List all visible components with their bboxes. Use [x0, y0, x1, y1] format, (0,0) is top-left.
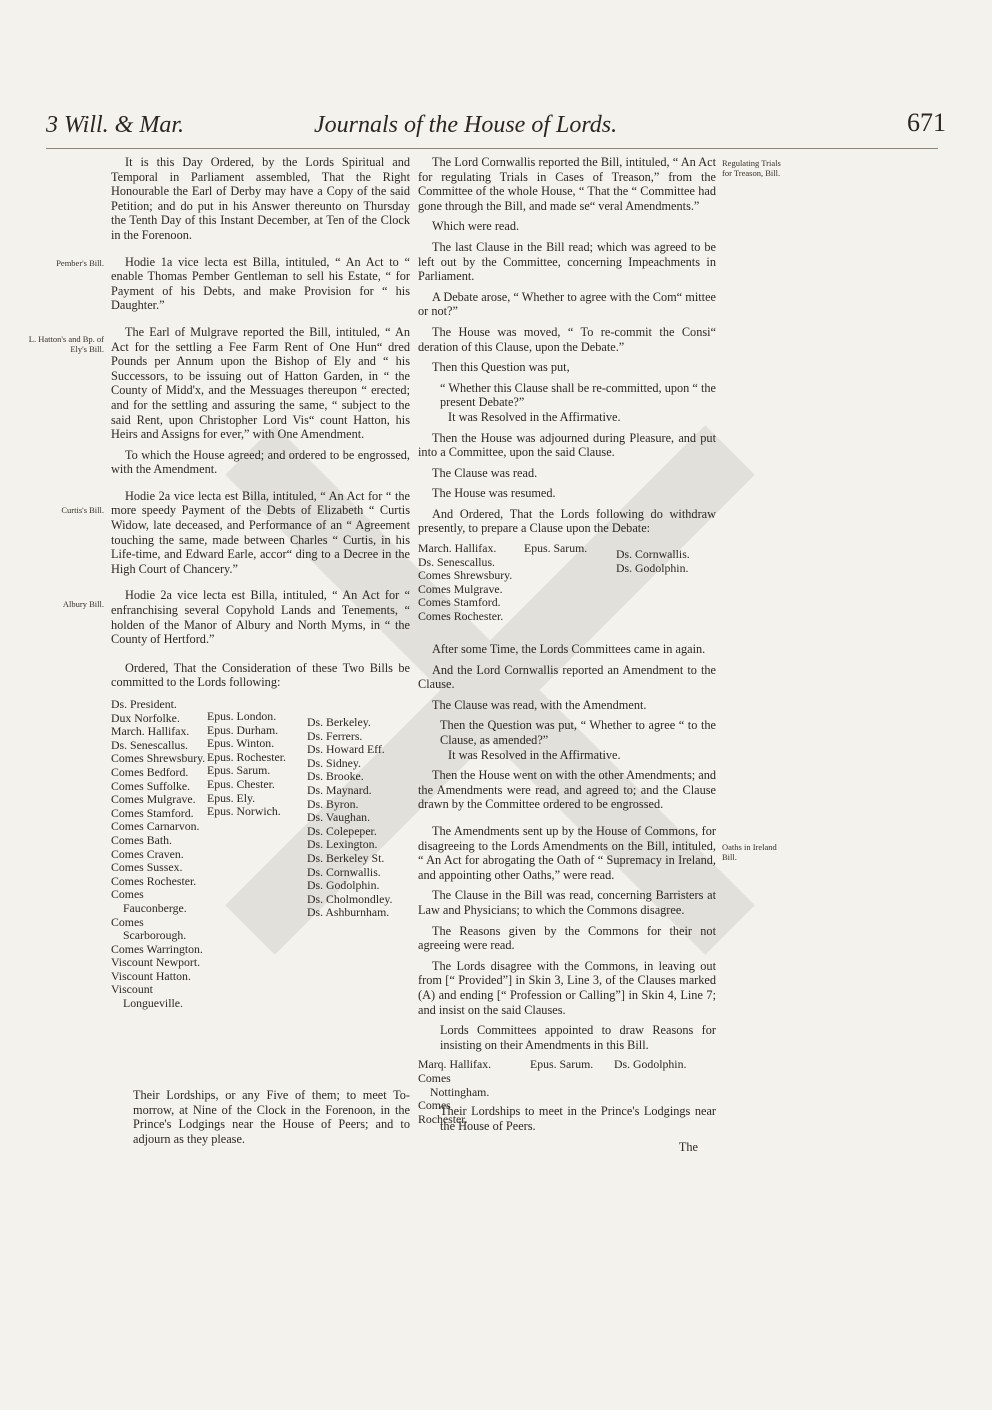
- page-header: [46, 108, 946, 148]
- lord-name: Epus. Norwich.: [207, 804, 281, 819]
- lord-name: Comes Fauconberge.: [111, 887, 187, 915]
- lord-name: Epus. Rochester.: [207, 749, 286, 764]
- margin-note-treason: Regulating Trials for Treason, Bill.: [722, 158, 781, 178]
- committee-lords-list: [111, 698, 410, 1080]
- paragraph: And Ordered, That the Lords following do withdraw presently, to prepare a Clause upon the Debate:: [418, 506, 716, 536]
- paragraph: The Clause in the Bill was read, concerning Barristers at Law and Physicians; to which the Commons disagree.: [418, 888, 716, 917]
- lord-name: Comes Rochester.: [418, 609, 504, 624]
- question-text: “ Whether this Clause shall be re-committed, upon “ the present Debate?”: [440, 380, 716, 410]
- withdraw-lords-list: [418, 542, 716, 634]
- lord-name: Ds. Senescallus.: [418, 554, 495, 569]
- lord-name: Ds. Cornwallis.: [616, 547, 690, 562]
- names-column: [616, 548, 716, 575]
- paragraph: After some Time, the Lords Committees came in again.: [432, 642, 706, 657]
- lord-name: Comes Shrewsbury.: [418, 568, 513, 583]
- lord-name: Comes Nottingham.: [418, 1070, 490, 1099]
- resolution-text: It was Resolved in the Affirmative.: [448, 747, 621, 762]
- lord-name: Epus. Sarum.: [530, 1057, 594, 1072]
- header-title: Journals of the House of Lords.: [314, 112, 618, 138]
- paragraph: Ordered, That the Consideration of these Two Bills be committed to the Lords following:: [111, 660, 410, 690]
- paragraph: Hodie 1a vice lecta est Billa, intituled, “ An Act to “ enable Thomas Pember Gentleman to sell his Estate, “ for Payment of his Debts, and make Provision for “ his Daughter.”: [111, 254, 410, 313]
- paragraph: The Lord Cornwallis reported the Bill, intituled, “ An Act for regulating Trials in Cases of Treason,” from the Committee of the whole House, “ That the “ Committee had gone through the Bill, and made se“ veral Amendments.”: [418, 155, 716, 213]
- lord-name: March. Hallifax.: [418, 541, 497, 556]
- paragraph: And the Lord Cornwallis reported an Amendment to the Clause.: [418, 662, 716, 692]
- paragraph: Lords Committees appointed to draw Reasons for insisting on their Amendments in this Bill.: [440, 1023, 716, 1052]
- lord-name: Comes Craven.: [111, 846, 184, 861]
- lord-name: Dux Norfolke.: [111, 710, 180, 725]
- lord-name: Ds. Howard Eff.: [307, 742, 385, 757]
- paragraph: Then this Question was put,: [432, 360, 570, 375]
- paragraph: It is this Day Ordered, by the Lords Spiritual and Temporal in Parliament assembled, That the Right Honourable the Earl of Derby may have a Copy of the said Petition; and do put in his Answer thereunto on Thursday the Tenth Day of this Instant December, at Ten of the Clock in the Forenoon.: [111, 155, 410, 242]
- lord-name: Ds. Ferrers.: [307, 728, 363, 743]
- lord-name: Epus. Ely.: [207, 790, 256, 805]
- lord-name: Comes Suffolke.: [111, 778, 191, 793]
- paragraph: Which were read.: [432, 219, 520, 234]
- lord-name: Ds. Berkeley.: [307, 715, 371, 729]
- lord-name: Epus. London.: [207, 709, 277, 723]
- header-rule: [46, 148, 938, 149]
- lord-name: Ds. Cholmondley.: [307, 891, 393, 906]
- lord-name: Comes Shrewsbury.: [111, 751, 206, 766]
- paragraph: Hodie 2a vice lecta est Billa, intituled, “ An Act for “ enfranchising several Copyhold Lands and Tenements, “ holden of the Manor of Albury and North Myms, in “ the County of Hertford.”: [111, 588, 410, 647]
- names-column: [614, 1058, 714, 1072]
- lord-name: Ds. Sidney.: [307, 755, 361, 770]
- lord-name: Epus. Sarum.: [524, 541, 588, 556]
- margin-note-albury: Albury Bill.: [62, 599, 104, 609]
- paragraph: Their Lordships, or any Five of them; to meet To-morrow, at Nine of the Clock in the Forenoon, in the Prince's Lodgings near the House of Peers; and to adjourn as they please.: [133, 1088, 410, 1146]
- lord-name: Ds. Maynard.: [307, 782, 372, 797]
- names-column: [530, 1058, 610, 1072]
- margin-note-hatton: L. Hatton's and Bp. of Ely's Bill.: [28, 334, 104, 354]
- lord-name: Ds. President.: [111, 697, 177, 711]
- paragraph: Then the House was adjourned during Pleasure, and put into a Committee, upon the said Clause.: [418, 430, 716, 460]
- lord-name: Comes Warrington.: [111, 941, 203, 956]
- paragraph: The House was resumed.: [432, 486, 556, 501]
- lord-name: Comes Rochester.: [418, 1098, 468, 1126]
- paragraph: The Reasons given by the Commons for their not agreeing were read.: [418, 923, 716, 953]
- paragraph: To which the House agreed; and ordered to be engrossed, with the Amendment.: [111, 447, 410, 477]
- margin-note-curtis: Curtis's Bill.: [61, 505, 104, 515]
- header-regnal-year: 3 Will. & Mar.: [46, 112, 185, 138]
- paragraph: Then the House went on with the other Amendments; and the Amendments were read, and agreed to; and the Clause drawn by the Committee ordered to be engrossed.: [418, 768, 716, 812]
- lord-name: Marq. Hallifax.: [418, 1057, 492, 1072]
- paragraph: The Amendments sent up by the House of Commons, for disagreeing to the Lords Amendments on the Bill, intituled, “ An Act for abrogating the Oath of “ Supremacy in Ireland, and appointing other Oaths,” were read.: [418, 824, 716, 882]
- lord-name: Epus. Chester.: [207, 776, 275, 791]
- lords-column-barons: [307, 716, 411, 920]
- catchword: The: [678, 1139, 698, 1154]
- names-column: [418, 542, 528, 624]
- lord-name: Comes Mulgrave.: [111, 792, 196, 807]
- paragraph: The House was moved, “ To re-commit the Consi“ deration of this Clause, upon the Debate.”: [418, 324, 716, 354]
- paragraph: The Clause was read.: [432, 465, 538, 480]
- paragraph: The last Clause in the Bill read; which was agreed to be left out by the Committee, concerning Impeachments in Parliament.: [418, 239, 716, 284]
- lord-name: Comes Bedford.: [111, 764, 189, 779]
- lord-name: Viscount Longueville.: [111, 982, 183, 1011]
- margin-note-oaths: Oaths in Ireland Bill.: [722, 842, 777, 862]
- lord-name: March. Hallifax.: [111, 724, 190, 739]
- lord-name: Ds. Vaughan.: [307, 810, 371, 825]
- lord-name: Ds. Ashburnham.: [307, 905, 390, 920]
- lord-name: Viscount Hatton.: [111, 968, 191, 983]
- lord-name: Comes Rochester.: [111, 873, 197, 888]
- lord-name: Ds. Colepeper.: [307, 823, 377, 838]
- question-text: Then the Question was put, “ Whether to agree “ to the Clause, as amended?”: [440, 718, 716, 748]
- lord-name: Comes Stamford.: [418, 595, 501, 610]
- margin-note-pember: Pember's Bill.: [56, 258, 104, 268]
- paragraph: The Clause was read, with the Amendment.: [432, 697, 647, 712]
- page-number: 671: [907, 108, 946, 137]
- lord-name: Ds. Senescallus.: [111, 737, 188, 752]
- lord-name: Comes Carnarvon.: [111, 819, 200, 834]
- right-column: [418, 155, 716, 1154]
- names-column: [524, 542, 614, 556]
- lord-name: Ds. Godolphin.: [614, 1057, 687, 1072]
- lord-name: Ds. Brooke.: [307, 769, 364, 784]
- paragraph: Hodie 2a vice lecta est Billa, intituled, “ An Act for “ the more speedy Payment of the Debts of Elizabeth “ Curtis Widow, late deceased, and Performance of an “ Agreement touching the same, made between Charles “ Curtis, in his Life-time, and Edward Earle, accor“ ding to a Decree in the High Court of Chancery.”: [111, 488, 410, 576]
- lord-name: Comes Bath.: [111, 832, 172, 847]
- lord-name: Epus. Durham.: [207, 722, 279, 737]
- lord-name: Ds. Lexington.: [307, 837, 378, 852]
- paragraph: A Debate arose, “ Whether to agree with the Com“ mittee or not?”: [418, 289, 716, 319]
- lord-name: Viscount Newport.: [111, 955, 201, 970]
- lord-name: Epus. Sarum.: [207, 763, 271, 778]
- lord-name: Ds. Byron.: [307, 796, 359, 811]
- lord-name: Ds. Godolphin.: [616, 560, 689, 575]
- lords-column-temporal: [111, 698, 207, 1011]
- lord-name: Ds. Cornwallis.: [307, 864, 381, 879]
- lord-name: Comes Mulgrave.: [418, 581, 503, 596]
- paragraph: The Lords disagree with the Commons, in leaving out from [“ Provided”] in Skin 3, Line 3, of the Clauses marked (A) and ending [“ Profession or Calling”] in Skin 4, Line 7; and insist on the said Clauses.: [418, 958, 716, 1017]
- lord-name: Comes Sussex.: [111, 860, 183, 875]
- names-column: [418, 1058, 502, 1126]
- lord-name: Epus. Winton.: [207, 736, 275, 751]
- lords-column-bishops: [207, 710, 305, 819]
- resolution-text: It was Resolved in the Affirmative.: [448, 409, 621, 424]
- lord-name: Comes Scarborough.: [111, 914, 187, 943]
- paragraph: The Earl of Mulgrave reported the Bill, intituled, “ An Act for the settling a Fee Farm Rent of One Hun“ dred Pounds per Annum upon the Bishop of Ely and “ his Successors, to be issuing out of Hatton Garden, in “ the County of Midd'x, and the Messuages thereupon “ erected; and for the settling and assuring the same, “ subject to the said Rent, upon Christopher Lord Vis“ count Hatton, his Heirs and Assigns for ever,” with One Amendment.: [111, 324, 410, 442]
- lord-name: Ds. Godolphin.: [307, 878, 380, 893]
- lord-name: Comes Stamford.: [111, 805, 194, 820]
- left-column: [111, 155, 410, 1152]
- paragraph: Their Lordships to meet in the Prince's Lodgings near the House of Peers.: [440, 1104, 716, 1133]
- lord-name: Ds. Berkeley St.: [307, 850, 385, 865]
